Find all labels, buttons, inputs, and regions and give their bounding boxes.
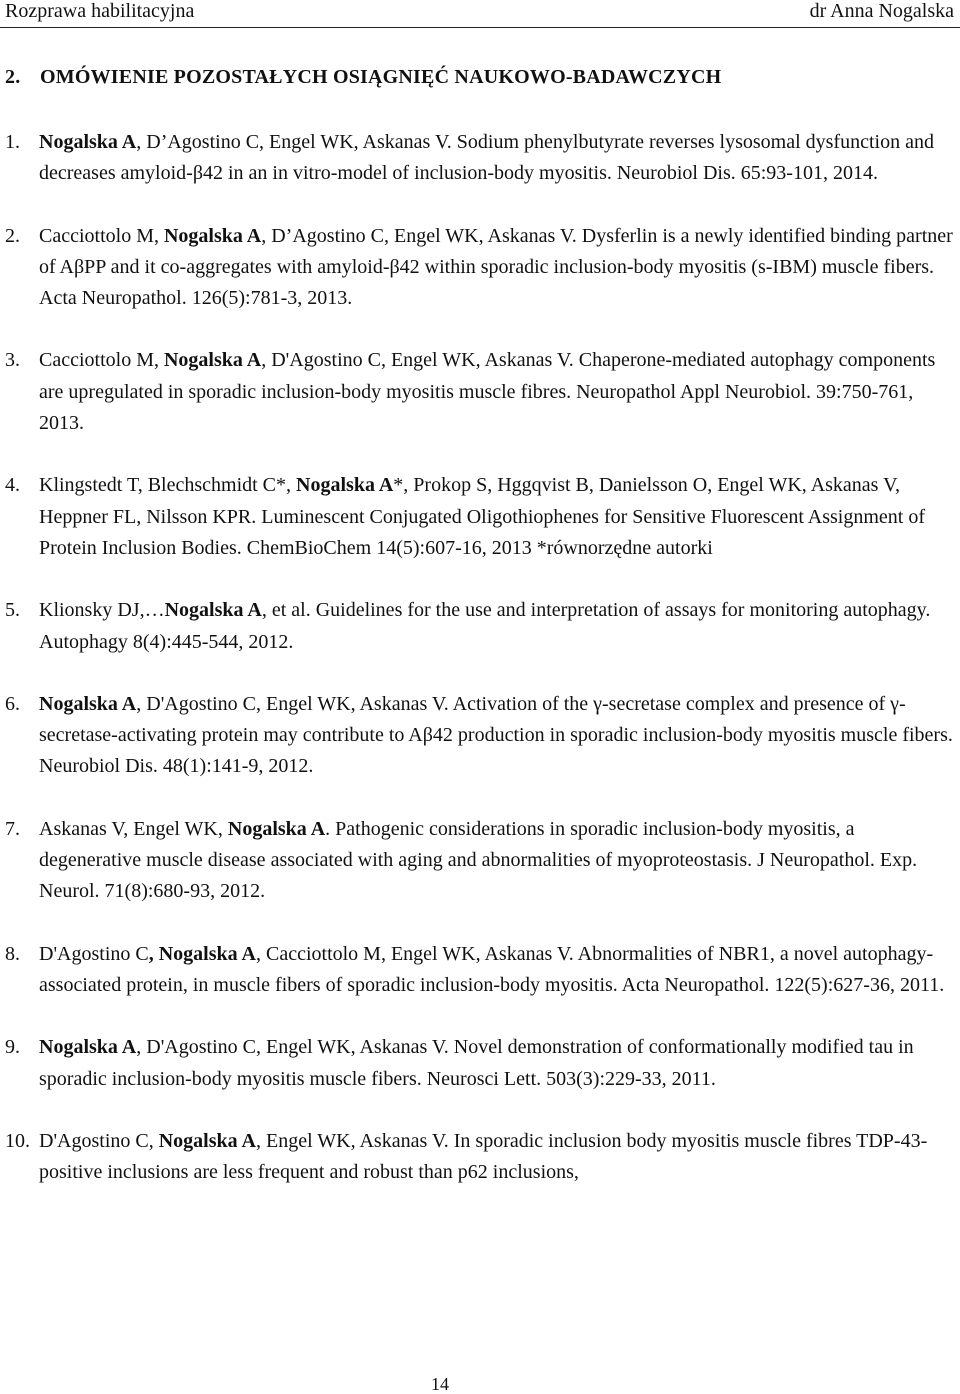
reference-text: D'Agostino C: [39, 942, 149, 965]
reference-item: [5, 814, 955, 908]
reference-text: Cacciottolo M,: [39, 224, 164, 247]
reference-text: , D'Agostino C, Engel WK, Askanas V. Chaperone-mediated autophagy components are upregulated in sporadic inclusion-body myositis muscle fibres. Neuropathol Appl Neurobiol. 39:750-761, 2013.: [39, 349, 936, 435]
reference-author-highlight: Nogalska A: [296, 474, 394, 497]
reference-text: , D’Agostino C, Engel WK, Askanas V. Dysferlin is a newly identified binding partner of AβPP and it co-aggregates with amyloid-β42 within sporadic inclusion-body myositis (s-IBM) muscle fibers. Acta Neuropathol. 126(5):781-3, 2013.: [39, 224, 953, 310]
page-header: [0, 0, 960, 32]
reference-author-highlight: , Nogalska A: [148, 942, 256, 965]
reference-text: Klionsky DJ,…: [39, 599, 165, 622]
section-title: OMÓWIENIE POZOSTAŁYCH OSIĄGNIĘĆ NAUKOWO-BADAWCZYCH: [40, 66, 722, 88]
reference-number: 1.: [5, 131, 20, 153]
reference-number: 9.: [5, 1036, 20, 1059]
reference-author-highlight: Nogalska A: [158, 1129, 256, 1152]
reference-item: [5, 595, 955, 658]
reference-author-highlight: Nogalska A: [163, 349, 262, 372]
page-number: 14: [431, 1374, 449, 1394]
reference-item: [5, 345, 955, 439]
reference-text: . Pathogenic considerations in sporadic inclusion-body myositis, a degenerative muscle disease associated with aging and abnormalities of myoproteostasis. J Neuropathol. Exp. Neurol. 71(8):680-93, 2012.: [39, 817, 918, 903]
header-title: Rozprawa habilitacyjna: [5, 0, 195, 22]
reference-text: , D’Agostino C, Engel WK, Askanas V. Sodium phenylbutyrate reverses lysosomal dysfunction and decreases amyloid-β42 in an in vitro-model of inclusion-body myositis. Neurobiol Dis. 65:93-101, 2014.: [39, 131, 934, 185]
reference-item: [5, 689, 955, 783]
reference-text: Askanas V, Engel WK,: [39, 817, 228, 840]
reference-item: [5, 127, 955, 190]
header-rule: [0, 27, 960, 28]
reference-number: 2.: [5, 224, 20, 247]
reference-item: [5, 1032, 955, 1095]
reference-number: 5.: [5, 599, 20, 622]
reference-number: 3.: [5, 349, 20, 372]
reference-list: [5, 127, 955, 1188]
reference-text: , D'Agostino C, Engel WK, Askanas V. Activation of the γ-secretase complex and presence of γ-secretase-activating protein may contribute to Aβ42 production in sporadic inclusion-body myositis muscle fibers. Neurobiol Dis. 48(1):141-9, 2012.: [39, 692, 953, 778]
section-number: 2.: [5, 66, 21, 88]
reference-text: , Cacciottolo M, Engel WK, Askanas V. Abnormalities of NBR1, a novel autophagy-associated protein, in muscle fibers of sporadic inclusion-body myositis. Acta Neuropathol. 122(5):627-36, 2011.: [39, 942, 945, 996]
reference-item: [5, 939, 955, 1002]
reference-item: [5, 470, 955, 564]
reference-author-highlight: Nogalska A: [164, 599, 262, 622]
reference-text: Klingstedt T, Blechschmidt C*,: [39, 474, 297, 497]
reference-author-highlight: Nogalska A: [39, 692, 137, 715]
reference-text: *, Prokop S, Hggqvist B, Danielsson O, Engel WK, Askanas V, Heppner FL, Nilsson KPR. Luminescent Conjugated Oligothiophenes for Sensitive Fluorescent Assignment of Protein Inclusion Bodies. ChemBioChem 14(5):607-16, 2013 *równorzędne autorki: [39, 474, 926, 559]
reference-number: 6.: [5, 692, 20, 715]
reference-author-highlight: Nogalska A: [163, 224, 262, 247]
reference-text: , D'Agostino C, Engel WK, Askanas V. Novel demonstration of conformationally modified tau in sporadic inclusion-body myositis muscle fibers. Neurosci Lett. 503(3):229-33, 2011.: [39, 1036, 914, 1090]
reference-author-highlight: Nogalska A: [39, 131, 137, 153]
reference-author-highlight: Nogalska A: [39, 1036, 137, 1059]
reference-number: 7.: [5, 817, 20, 840]
reference-text: Cacciottolo M,: [39, 349, 164, 372]
reference-text: D'Agostino C,: [39, 1129, 159, 1152]
reference-number: 10.: [5, 1129, 30, 1152]
reference-item: [5, 1126, 955, 1189]
reference-number: 4.: [5, 474, 20, 497]
reference-text: , Engel WK, Askanas V. In sporadic inclusion body myositis muscle fibres TDP-43-positive inclusions are less frequent and robust than p62 inclusions,: [39, 1129, 928, 1184]
reference-author-highlight: Nogalska A: [227, 817, 326, 840]
section-heading: [5, 66, 721, 89]
reference-text: , et al. Guidelines for the use and interpretation of assays for monitoring autophagy. Autophagy 8(4):445-544, 2012.: [39, 599, 931, 653]
reference-item: [5, 221, 955, 315]
header-author: dr Anna Nogalska: [809, 0, 954, 22]
reference-number: 8.: [5, 942, 20, 965]
